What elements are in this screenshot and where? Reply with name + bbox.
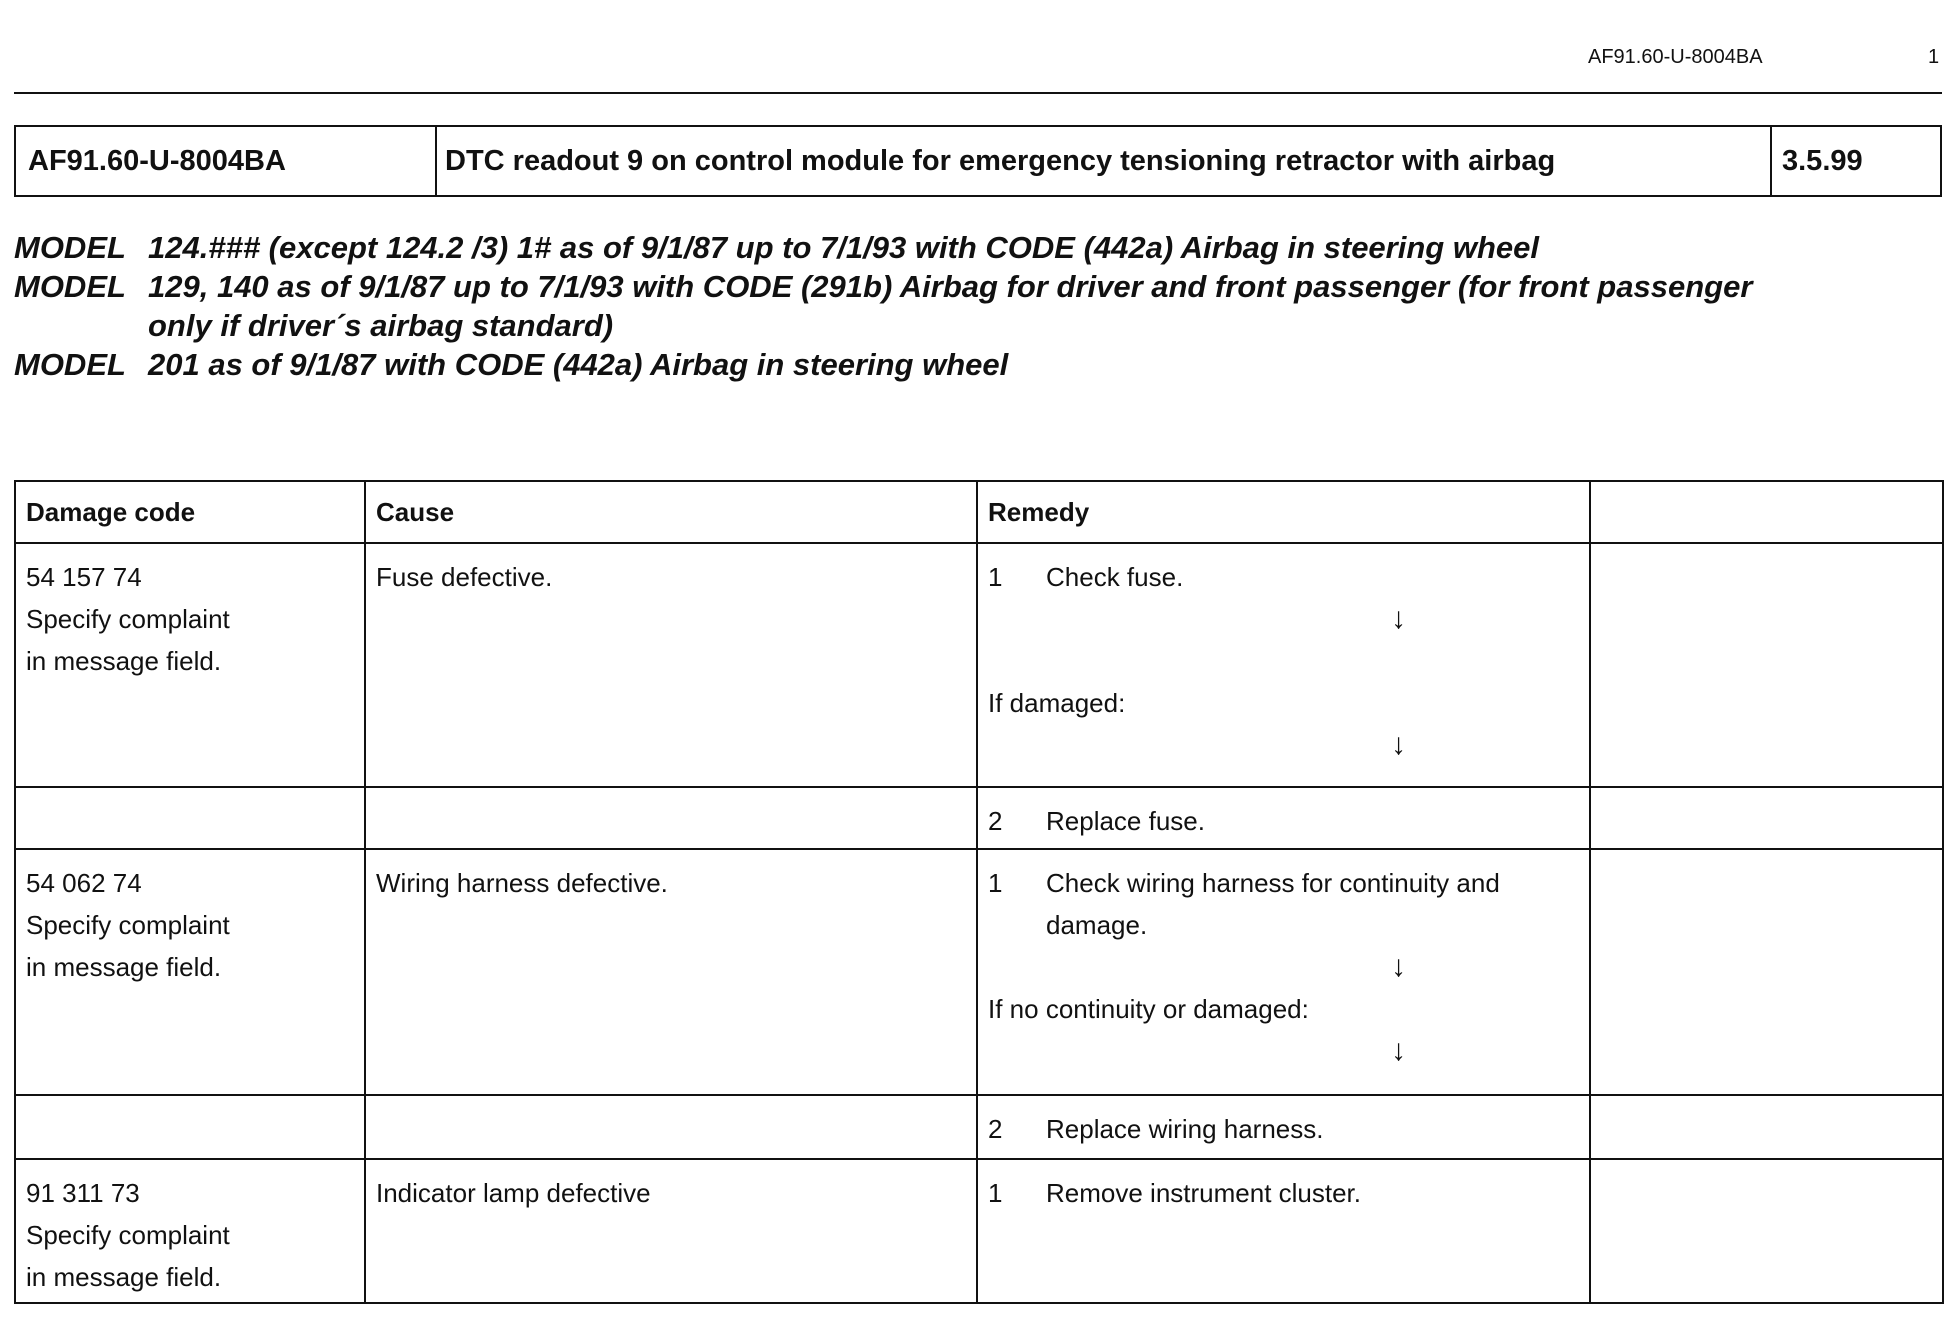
table-row: [15, 1159, 1943, 1303]
step-text: Remove instrument cluster.: [1046, 1178, 1362, 1208]
header-blank: [1590, 481, 1943, 543]
page-number: 1: [1928, 46, 1940, 68]
model-text: 124.### (except 124.2 /3) 1# as of 9/1/87 up to 7/1/93 with CODE (442a) Airbag in steering wheel: [148, 230, 1539, 265]
title-doc-number: AF91.60-U-8004BA: [16, 127, 437, 195]
blank-cell: [365, 787, 977, 849]
model-applicability: [14, 228, 1944, 384]
blank-cell: [1590, 787, 1943, 849]
blank-cell: [365, 1095, 977, 1159]
down-arrow-icon: ↓: [1391, 602, 1406, 635]
step-number: 1: [988, 1178, 1003, 1208]
step-text: Check fuse.: [1046, 562, 1184, 592]
step-text: Replace fuse.: [1046, 806, 1205, 836]
damage-code-cell: [15, 1159, 365, 1303]
title-date: 3.5.99: [1782, 144, 1863, 177]
model-line: [14, 267, 1944, 306]
title-block: [14, 125, 1942, 197]
model-keyword: MODEL: [14, 230, 126, 265]
blank-cell: [1590, 1159, 1943, 1303]
remedy-step: [988, 1108, 1579, 1150]
damage-code-cell: [15, 543, 365, 787]
step-number: 1: [988, 562, 1003, 592]
complaint-line-2: in message field.: [26, 952, 222, 982]
step-text: Check wiring harness for continuity and damage.: [1046, 868, 1500, 940]
remedy-cell: [977, 543, 1590, 787]
remedy-step: [988, 862, 1579, 946]
blank-cell: [1590, 1095, 1943, 1159]
down-arrow-icon: ↓: [1391, 1034, 1406, 1067]
remedy-cell: [977, 787, 1590, 849]
down-arrow-icon: ↓: [1391, 728, 1406, 761]
step-number: 2: [988, 806, 1003, 836]
damage-code-table: [14, 480, 1944, 1304]
complaint-line-1: Specify complaint: [26, 604, 230, 634]
down-arrow-icon: ↓: [1391, 950, 1406, 983]
blank-cell: [15, 1095, 365, 1159]
header-remedy: Remedy: [977, 481, 1590, 543]
damage-code-cell: [15, 849, 365, 1095]
cause-text: Indicator lamp defective: [376, 1178, 651, 1208]
complaint-line-1: Specify complaint: [26, 1220, 230, 1250]
model-text: 129, 140 as of 9/1/87 up to 7/1/93 with CODE (291b) Airbag for driver and front passenger (for front passenger: [148, 269, 1753, 304]
model-line: [14, 228, 1944, 267]
running-header-doc-ref: AF91.60-U-8004BA: [1588, 46, 1763, 68]
step-number: 2: [988, 1114, 1003, 1144]
cause-text: Fuse defective.: [376, 562, 553, 592]
title-text: DTC readout 9 on control module for emergency tensioning retractor with airbag: [437, 127, 1772, 195]
header-cause: Cause: [365, 481, 977, 543]
model-text: 201 as of 9/1/87 with CODE (442a) Airbag in steering wheel: [148, 347, 1009, 382]
remedy-step: [988, 800, 1579, 842]
remedy-cell: [977, 849, 1590, 1095]
complaint-line-2: in message field.: [26, 646, 222, 676]
header-rule: [14, 92, 1942, 94]
remedy-cell: [977, 1095, 1590, 1159]
remedy-step: [988, 556, 1579, 598]
model-keyword: MODEL: [14, 269, 126, 304]
table-row: [15, 543, 1943, 787]
model-line: [14, 345, 1944, 384]
remedy-condition: If no continuity or damaged:: [988, 994, 1309, 1024]
model-text-continuation: only if driver´s airbag standard): [148, 308, 614, 343]
cause-cell: [365, 543, 977, 787]
remedy-cell: [977, 1159, 1590, 1303]
step-number: 1: [988, 868, 1003, 898]
model-line: [14, 306, 1944, 345]
cause-text: Wiring harness defective.: [376, 868, 668, 898]
damage-code: 54 062 74: [26, 868, 142, 898]
cause-cell: [365, 1159, 977, 1303]
model-keyword: MODEL: [14, 347, 126, 382]
step-text: Replace wiring harness.: [1046, 1114, 1324, 1144]
damage-code: 54 157 74: [26, 562, 142, 592]
blank-cell: [1590, 543, 1943, 787]
table-row: [15, 787, 1943, 849]
cause-cell: [365, 849, 977, 1095]
remedy-condition: If damaged:: [988, 688, 1126, 718]
table-row: [15, 849, 1943, 1095]
complaint-line-1: Specify complaint: [26, 910, 230, 940]
remedy-step: [988, 1172, 1579, 1214]
blank-cell: [15, 787, 365, 849]
damage-code: 91 311 73: [26, 1178, 140, 1208]
header-damage-code: Damage code: [15, 481, 365, 543]
table-header-row: [15, 481, 1943, 543]
complaint-line-2: in message field.: [26, 1262, 222, 1292]
blank-cell: [1590, 849, 1943, 1095]
table-row: [15, 1095, 1943, 1159]
